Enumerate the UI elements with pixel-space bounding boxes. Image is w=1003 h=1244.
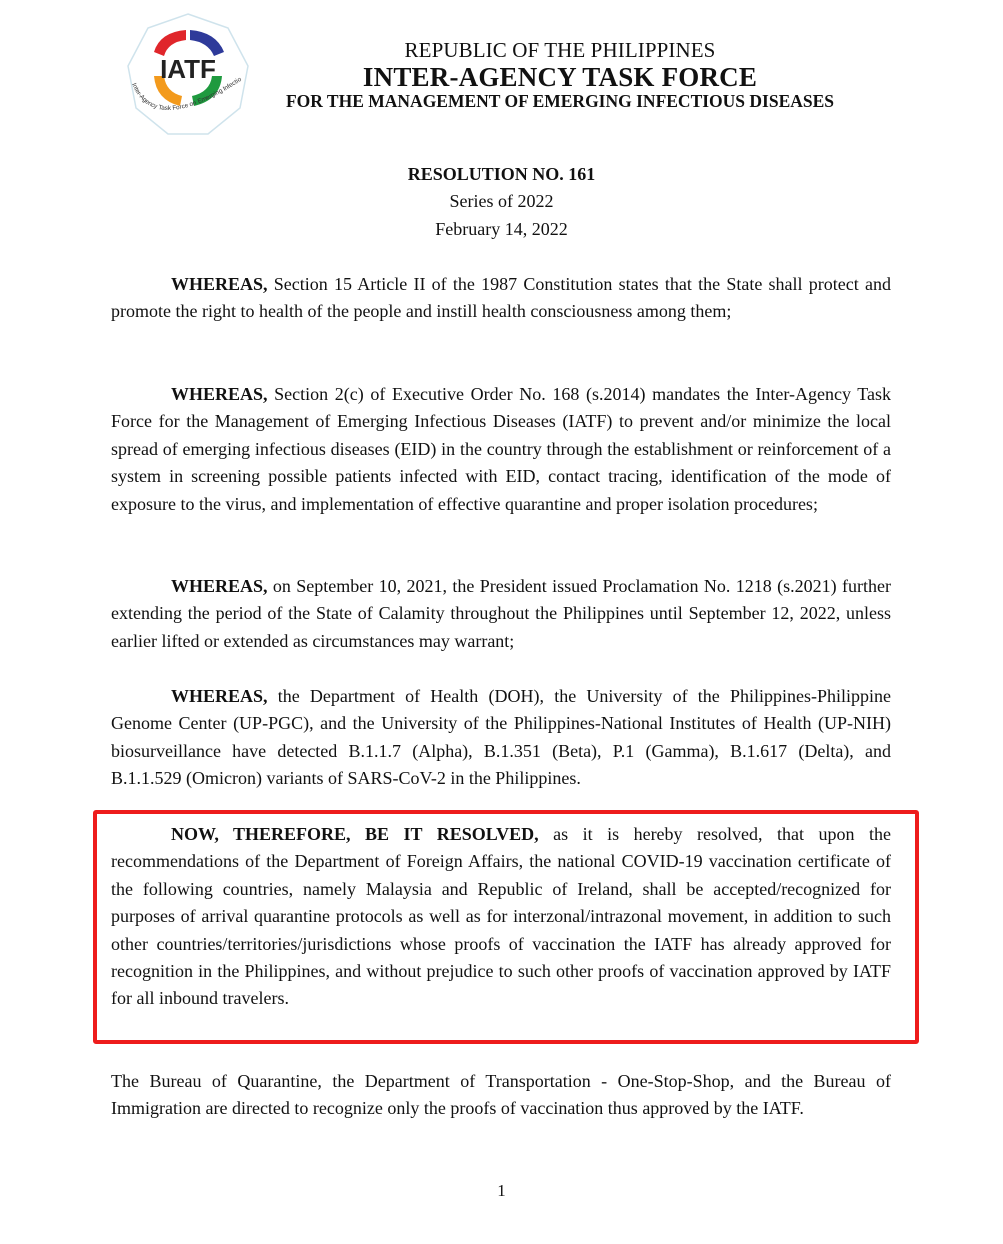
resolution-date: February 14, 2022 (435, 219, 568, 239)
whereas-paragraph-3 (111, 573, 891, 655)
whereas-paragraph-1 (111, 271, 891, 326)
logo-ring-text: Inter-Agency Task Force on Emerging Infectio (130, 75, 243, 113)
whereas-paragraph-4 (111, 683, 891, 793)
resolved-paragraph (111, 821, 891, 1013)
header-country: REPUBLIC OF THE PHILIPPINES (404, 38, 716, 62)
page-number: 1 (497, 1181, 506, 1200)
paragraph-lead: NOW, THEREFORE, BE IT RESOLVED, (171, 824, 539, 844)
resolution-number: RESOLUTION NO. 161 (407, 164, 596, 184)
header-agency: INTER-AGENCY TASK FORCE (362, 62, 758, 92)
iatf-logo (124, 10, 252, 142)
whereas-paragraph-2 (111, 381, 891, 518)
logo-text: IATF (160, 54, 216, 84)
paragraph-lead: WHEREAS, (171, 274, 268, 294)
paragraph-lead: WHEREAS, (171, 576, 268, 596)
paragraph-text: as it is hereby resolved, that upon the recommendations of the Department of Foreign Affairs, the national COVID-19 vaccination certificate of the following countries, namely Malaysia and Republic of Ireland, shall be accepted/recognized for purposes of arrival quarantine protocols as well as for interzonal/intrazonal movement, in addition to such other countries/territories/jurisdictions whose proofs of vaccination the IATF has already approved for recognition in the Philippines, and without prejudice to such other proofs of vaccination approved by IATF for all inbound travelers. (111, 824, 891, 1009)
paragraph-text: Section 2(c) of Executive Order No. 168 (s.2014) mandates the Inter-Agency Task Force for the Management of Emerging Infectious Diseases (IATF) to prevent and/or minimize the local spread of emerging infectious diseases (EID) in the country through the establishment or reinforcement of a system in screening possible patients infected with EID, contact tracing, identification of the mode of exposure to the virus, and implementation of effective quarantine and proper isolation procedures; (111, 384, 891, 514)
paragraph-lead: WHEREAS, (171, 384, 268, 404)
paragraph-text: the Department of Health (DOH), the University of the Philippines-Philippine Genome Center (UP-PGC), and the University of the Philippines-National Institutes of Health (UP-NIH) biosurveillance have detected B.1.1.7 (Alpha), B.1.351 (Beta), P.1 (Gamma), B.1.617 (Delta), and B.1.1.529 (Omicron) variants of SARS-CoV-2 in the Philippines. (111, 686, 891, 789)
directive-paragraph (111, 1068, 891, 1123)
resolution-series: Series of 2022 (449, 191, 554, 211)
paragraph-text: Section 15 Article II of the 1987 Constitution states that the State shall protect and promote the right to health of the people and instill health consciousness among them; (111, 274, 891, 322)
paragraph-text: The Bureau of Quarantine, the Department of Transportation - One-Stop-Shop, and the Bureau of Immigration are directed to recognize only the proofs of vaccination thus approved by the IATF. (111, 1071, 891, 1119)
iatf-logo-graphic (124, 10, 252, 142)
header-subtitle: FOR THE MANAGEMENT OF EMERGING INFECTIOUS DISEASES (285, 91, 835, 111)
paragraph-text: on September 10, 2021, the President issued Proclamation No. 1218 (s.2021) further extending the period of the State of Calamity throughout the Philippines until September 12, 2022, unless earlier lifted or extended as circumstances may warrant; (111, 576, 891, 651)
paragraph-lead: WHEREAS, (171, 686, 268, 706)
